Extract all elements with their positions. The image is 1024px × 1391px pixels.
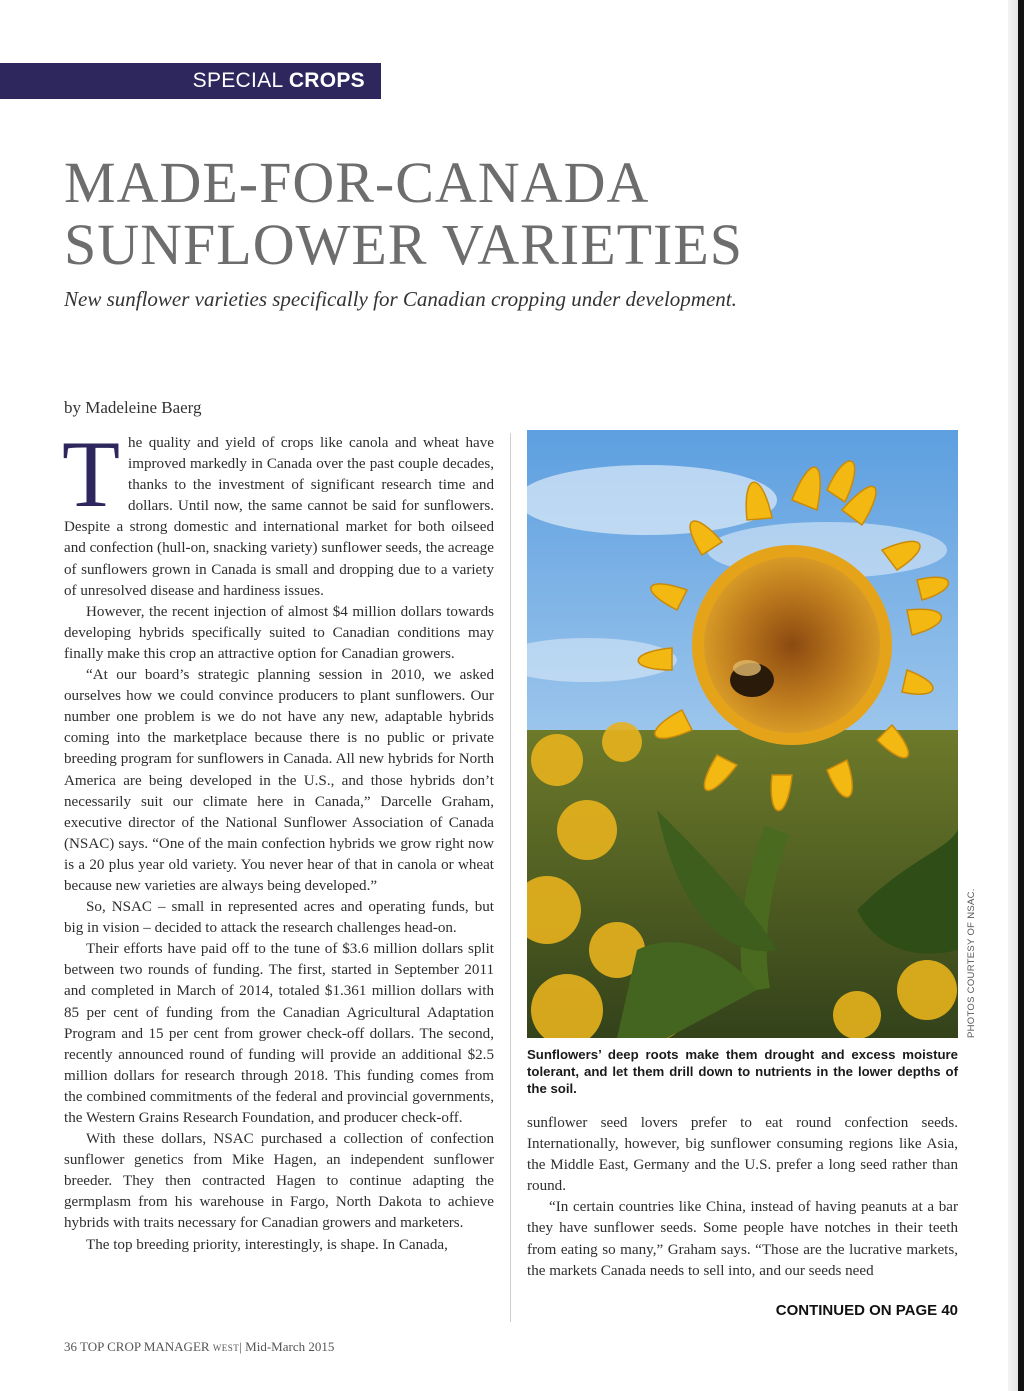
article-paragraph <box>62 421 495 602</box>
continued-link[interactable]: CONTINUED ON PAGE 40 <box>775 1302 958 1319</box>
article-column-left <box>62 421 495 1256</box>
section-label-bold: CROPS <box>288 69 365 92</box>
article-paragraph: Their efforts have paid off to the tune of $3.6 million dollars split between two rounds of funding. The first, started in September 2011 and completed in March of 2014, totaled $1.361 million dollars with 85 per cent of funding from the Canadian Agricultural Adaptation Program and 15 per cent from grower check-off dollars. The second, recently announced round of funding will provide an additional $2.5 million dollars for research through 2018. This funding comes from the combined commitments of the federal and provincial governments, the Western Grains Research Foundation, and producer check-off. <box>64 941 494 1126</box>
page-edge <box>1018 0 1024 1391</box>
headline-line-1: MADE-FOR-CANADA <box>64 150 650 215</box>
byline: by Madeleine Baerg <box>64 398 202 417</box>
footer-separator: | <box>239 1339 242 1354</box>
publication-name: TOP CROP MANAGER <box>80 1339 210 1354</box>
sunflower-photo <box>527 430 958 1038</box>
page-edge-shadow <box>1008 0 1018 1391</box>
article-paragraph: The top breeding priority, interestingly, is shape. In Canada, <box>86 1236 448 1253</box>
page-footer <box>64 1339 334 1355</box>
publication-edition: WEST <box>212 1343 240 1353</box>
dropcap: T <box>62 421 121 527</box>
photo-caption: Sunflowers’ deep roots make them drought and excess moisture tolerant, and let them drill down to nutrients in the lower depths of the soil. <box>527 1047 958 1096</box>
issue-date: Mid-March 2015 <box>245 1339 335 1354</box>
photo-credit: PHOTOS COURTESY OF NSAC. <box>966 888 977 1038</box>
article-paragraph: With these dollars, NSAC purchased a collection of confection sunflower genetics from Mike Hagen, an independent sunflower breeder. They then contracted Hagen to continue adapting the germplasm from his warehouse in Fargo, North Dakota to achieve hybrids with traits necessary for Canadian growers and marketers. <box>64 1131 494 1232</box>
headline-line-2: SUNFLOWER VARIETIES <box>64 212 744 277</box>
article-paragraph: However, the recent injection of almost $4 million dollars towards developing hybrids specifically suited to Canadian conditions may finally make this crop an attractive option for Canadian growers. <box>64 603 494 662</box>
page-number: 36 <box>64 1339 77 1354</box>
paragraph-text: he quality and yield of crops like canola and wheat have improved markedly in Canada over the past couple decades, thanks to the investment of significant research time and dollars. Until now, the same cannot be said for sunflowers. Despite a strong domestic and international market for both oilseed and confection (hull-on, snacking variety) sunflower seeds, the acreage of sunflowers grown in Canada is small and dropping due to a variety of unresolved disease and hardiness issues. <box>64 435 495 599</box>
article-paragraph: So, NSAC – small in represented acres and operating funds, but big in vision – decided to attack the research challenges head-on. <box>64 899 494 937</box>
article-paragraph: “At our board’s strategic planning session in 2010, we asked ourselves how we could convince producers to plant sunflowers. Our number one problem is we do not have any new, adaptable hybrids coming into the marketplace because there is no public or private breeding program for sunflowers in Canada. All new hybrids for North America are being developed in the U.S., and those hybrids don’t necessarily suit our climate here in Canada,” Darcelle Graham, executive director of the National Sunflower Association of Canada (NSAC) says. “One of the main confection hybrids we grow right now is a 20 plus year old variety. You never hear of that in canola or wheat because new varieties are always being developed.” <box>64 667 494 894</box>
section-label-light: SPECIAL <box>192 69 289 92</box>
article-column-right <box>527 1113 958 1282</box>
article-paragraph: sunflower seed lovers prefer to eat round confection seeds. Internationally, however, big sunflower consuming regions like Asia, the Middle East, Germany and the U.S. prefer a long seed rather than round. <box>527 1115 958 1195</box>
headline <box>64 152 743 276</box>
section-label <box>0 63 381 99</box>
article-paragraph: “In certain countries like China, instead of having peanuts at a bar they have sunflower seeds. Some people have notches in their teeth from eating so many,” Graham says. “Those are the lucrative markets, the markets Canada needs to sell into, and our seeds need <box>527 1199 958 1279</box>
column-divider <box>510 433 511 1322</box>
deck: New sunflower varieties specifically for Canadian cropping under development. <box>64 287 737 311</box>
